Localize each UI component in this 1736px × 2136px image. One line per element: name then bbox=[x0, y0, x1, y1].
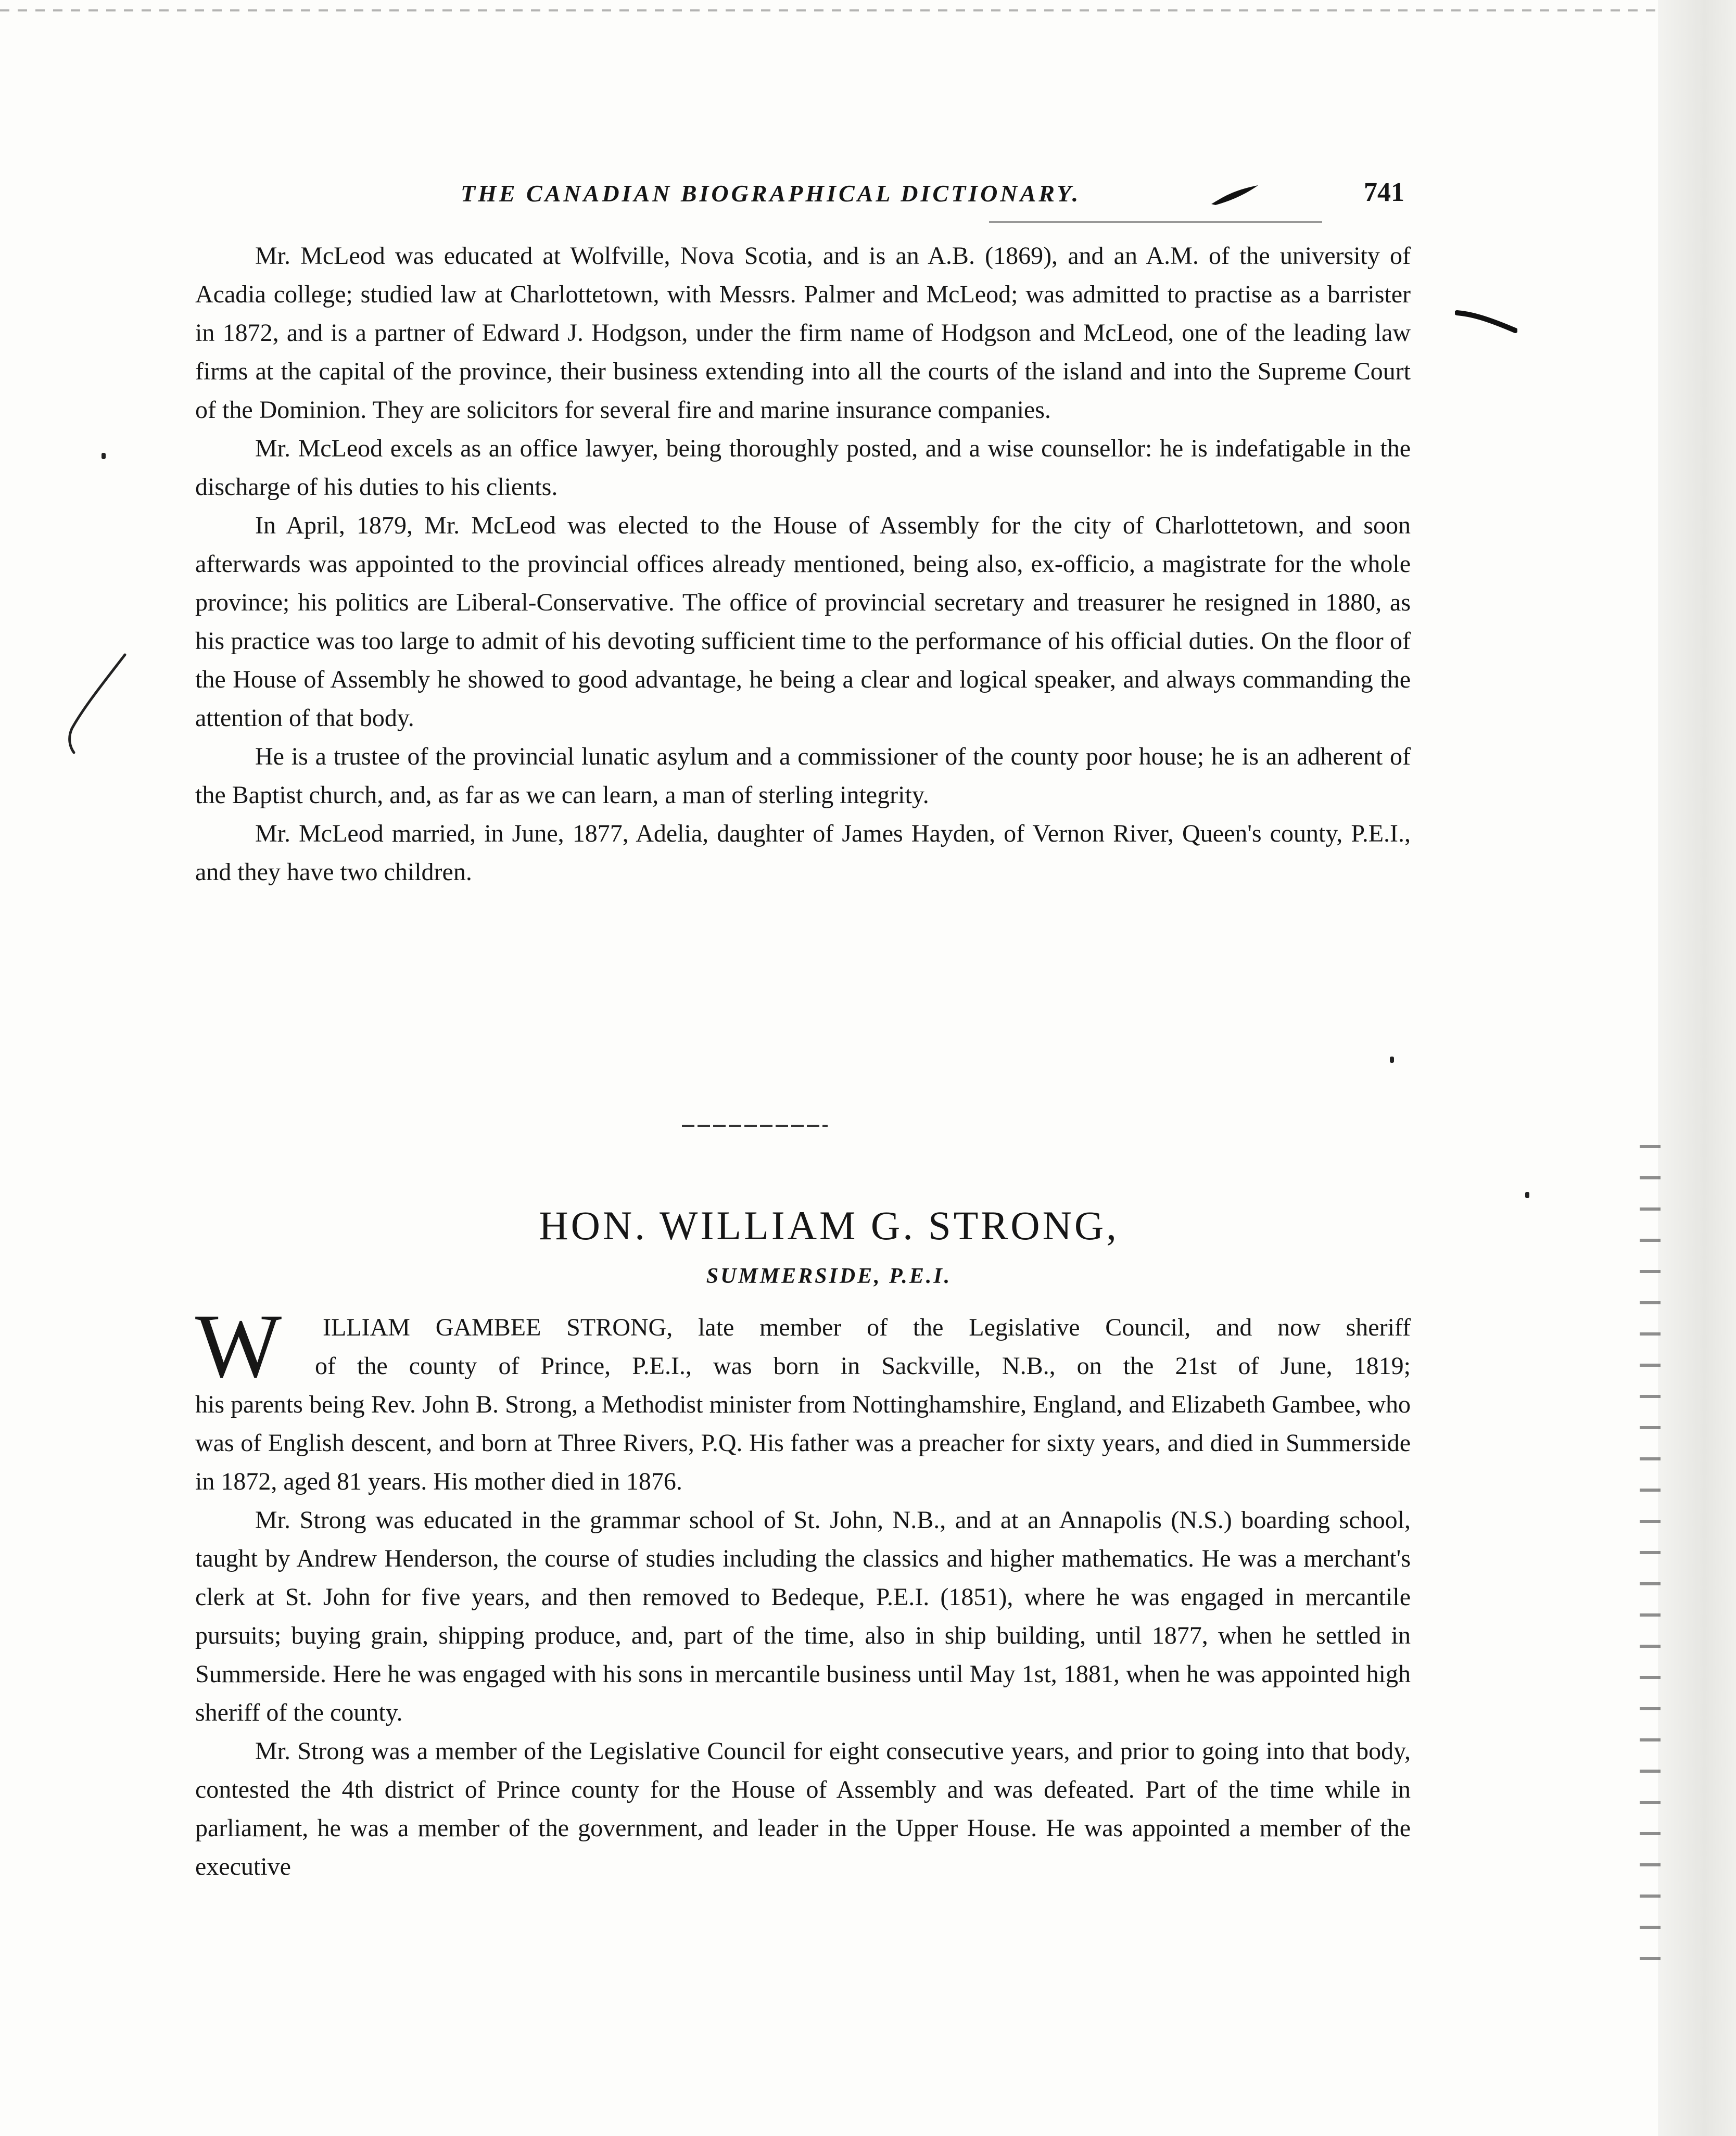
entry-location: SUMMERSIDE, P.E.I. bbox=[706, 1264, 952, 1288]
paragraph: his parents being Rev. John B. Strong, a Methodist minister from Nottinghamshire, England, and Elizabeth Gambee, who was of English descent, and born at Three Rivers, P.Q. His father was a preacher for sixty years, and died in Summerside in 1872, aged 81 years. His mother died in 1876. bbox=[195, 1391, 1411, 1495]
scan-speck bbox=[1525, 1192, 1529, 1198]
paragraph: Mr. McLeod was educated at Wolfville, Nova Scotia, and is an A.B. (1869), and an A.M. of the university of Acadia college; studied law at Charlottetown, with Messrs. Palmer and McLeod; was admitted to practise as a barrister in 1872, and is a partner of Edward J. Hodgson, under the firm name of Hodgson and McLeod, one of the leading law firms at the capital of the province, their business extending into all the courts of the island and into the Supreme Court of the Dominion. They are solicitors for several fire and marine insurance companies. bbox=[195, 242, 1411, 424]
pencil-margin-mark bbox=[62, 651, 135, 755]
previous-entry-text bbox=[195, 237, 1411, 892]
scan-speck bbox=[102, 453, 106, 459]
lead-in bbox=[195, 1295, 1411, 1397]
drop-cap: W bbox=[195, 1295, 282, 1397]
page-number: 741 bbox=[1364, 177, 1404, 207]
ink-blot-mark bbox=[1210, 183, 1260, 206]
entry-title: HON. WILLIAM G. STRONG, bbox=[539, 1203, 1119, 1248]
paragraph: Mr. Strong was a member of the Legislative Council for eight consecutive years, and prior to going into that body, contested the 4th district of Prince county for the House of Assembly and was defeated. Part of the time while in parliament, he was a member of the government, and leader in the Upper House. He was appointed a member of the executive bbox=[195, 1737, 1411, 1880]
entry-separator bbox=[682, 1125, 828, 1127]
paragraph: In April, 1879, Mr. McLeod was elected to the House of Assembly for the city of Charlottetown, and soon afterwards was appointed to the provincial offices already mentioned, being also, ex-officio, a magistrate for the whole province; his politics are Liberal-Conservative. The office of provincial secretary and treasurer he resigned in 1880, as his practice was too large to admit of his devoting sufficient time to the performance of his official duties. On the floor of the House of Assembly he showed to good advantage, he being a clear and logical speaker, and always commanding the attention of that body. bbox=[195, 512, 1411, 732]
scan-speck bbox=[1390, 1057, 1394, 1063]
pen-margin-mark bbox=[1455, 310, 1517, 333]
paragraph: Mr. Strong was educated in the grammar school of St. John, N.B., and at an Annapolis (N.S.) boarding school, taught by Andrew Henderson, the course of studies including the classics and higher mathematics. He was a merchant's clerk at St. John for five years, and then removed to Bedeque, P.E.I. (1851), where he was engaged in mercantile pursuits; buying grain, shipping produce, and, part of the time, also in ship building, until 1877, when he settled in Summerside. Here he was engaged with his sons in mercantile business until May 1st, 1881, when he was appointed high sheriff of the county. bbox=[195, 1506, 1411, 1726]
lead-line: ILLIAM GAMBEE STRONG, late member of the Legislative Council, and now sheriff bbox=[323, 1314, 1411, 1341]
header-rule bbox=[989, 221, 1322, 223]
paragraph: Mr. McLeod excels as an office lawyer, being thoroughly posted, and a wise counsellor: he is indefatigable in the discharge of his duties to his clients. bbox=[195, 435, 1411, 501]
new-entry-text bbox=[195, 1295, 1411, 1886]
paragraph: Mr. McLeod married, in June, 1877, Adelia, daughter of James Hayden, of Vernon River, Queen's county, P.E.I., and they have two children. bbox=[195, 820, 1411, 886]
page-edge-shadow bbox=[1658, 0, 1736, 2136]
scan-top-edge bbox=[0, 9, 1658, 11]
running-title: THE CANADIAN BIOGRAPHICAL DICTIONARY. bbox=[461, 180, 1081, 207]
paragraph: He is a trustee of the provincial lunatic asylum and a commissioner of the county poor house; he is an adherent of the Baptist church, and, as far as we can learn, a man of sterling integrity. bbox=[195, 743, 1411, 809]
lead-line: of the county of Prince, P.E.I., was born in Sackville, N.B., on the 21st of June, 1819; bbox=[315, 1352, 1411, 1380]
